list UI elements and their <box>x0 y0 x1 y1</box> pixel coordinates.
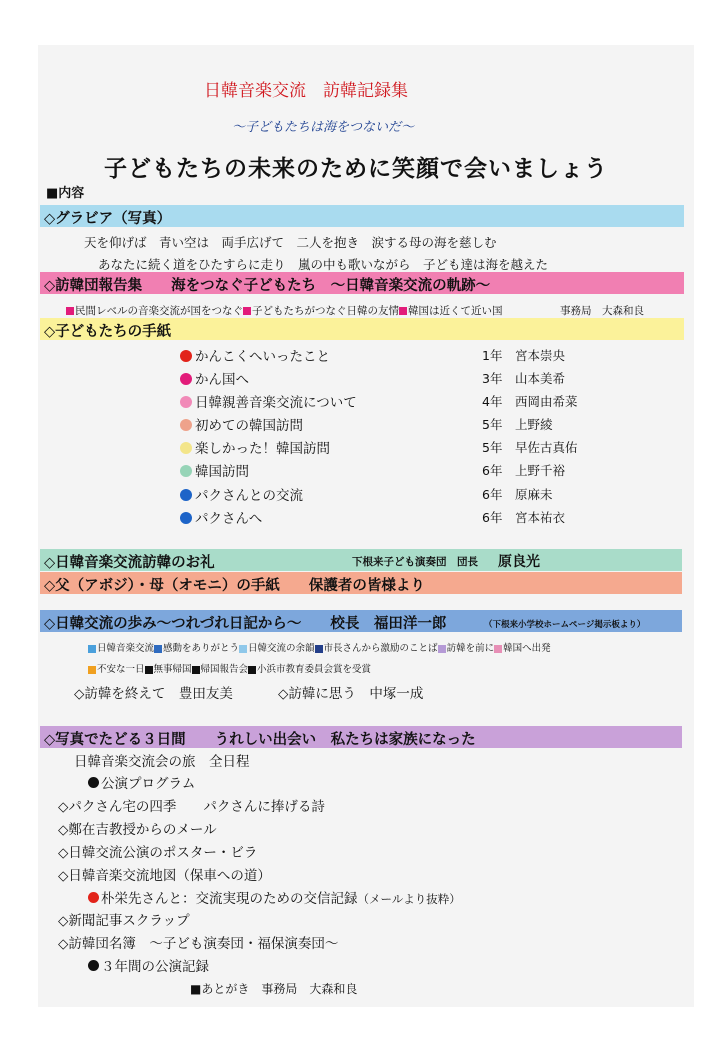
map-item: ◇日韓音楽交流地図（保車への道） <box>58 868 271 884</box>
schedule-item: 日韓音楽交流会の旅 全日程 <box>74 754 250 770</box>
letter-title: かんこくへいったこと <box>180 345 330 365</box>
bullet-dot-icon <box>180 465 192 477</box>
thanks-name: 原良光 <box>498 554 540 570</box>
bullet-square-icon <box>88 666 96 674</box>
diary-afterword-2: ◇訪韓に思う 中塚一成 <box>278 686 424 702</box>
bullet-dot-icon <box>180 442 192 454</box>
bullet-dot-icon <box>180 373 192 385</box>
report-item: 民間レベルの音楽交流が国をつなぐ <box>75 305 243 317</box>
gravure-poem-line-1: 天を仰げば 青い空は 両手広げて 二人を抱き 涙する母の海を慈しむ <box>84 235 497 250</box>
letter-title: パクさんへ <box>180 507 262 527</box>
contents-label: ■内容 <box>46 186 85 201</box>
document-subtitle: 〜子どもたちは海をつないだ〜 <box>232 120 415 135</box>
letter-author: 5年 上野綾 <box>482 417 553 432</box>
letter-title: 楽しかった！韓国訪問 <box>180 437 330 457</box>
bullet-dot-icon <box>180 350 192 362</box>
diary-row-2: 不安な一日 無事帰国 帰国報告会 小浜市教育委員会賞を受賞 <box>88 661 371 675</box>
letter-author: 6年 宮本祐衣 <box>482 510 565 525</box>
letter-title: 日韓親善音楽交流について <box>180 391 357 411</box>
section-heading-photo3: ◇写真でたどる３日間 うれしい出会い 私たちは家族になった <box>44 732 476 748</box>
bullet-dot-icon <box>180 396 192 408</box>
diary-row-1: 日韓音楽交流 感動をありがとう 日韓交流の余韻 市長さんから激励のことば 訪韓を前に 韓国へ出発 <box>88 640 551 654</box>
bullet-square-icon <box>248 666 256 674</box>
bullet-square-icon <box>88 645 96 653</box>
section-heading-thanks: ◇日韓音楽交流訪韓のお礼 <box>44 555 215 571</box>
section-heading-diary: ◇日韓交流の歩み〜つれづれ日記から〜 校長 福田洋一郎 <box>44 616 447 632</box>
letter-author: 6年 上野千裕 <box>482 463 565 478</box>
section-heading-report: ◇訪韓団報告集 海をつなぐ子どもたち 〜日韓音楽交流の軌跡〜 <box>44 278 491 294</box>
news-item: ◇新聞記事スクラップ <box>58 913 190 929</box>
bullet-square-icon <box>154 645 162 653</box>
afterword: ■あとがき 事務局 大森和良 <box>190 982 358 996</box>
headline: 子どもたちの未来のために笑顔で会いましょう <box>104 156 608 182</box>
letter-title: パクさんとの交流 <box>180 484 303 504</box>
letter-author: 3年 山本美希 <box>482 371 565 386</box>
bullet-dot-icon <box>88 960 99 971</box>
bullet-dot-icon <box>88 892 99 903</box>
document-title: 日韓音楽交流 訪韓記録集 <box>204 81 408 101</box>
section-heading-gravure: ◇グラビア（写真） <box>44 211 172 227</box>
bullet-square-icon <box>145 666 153 674</box>
thanks-org: 下根来子ども演奏団 団長 <box>352 556 478 568</box>
bullet-square-icon <box>399 307 407 315</box>
records-item: ３年間の公演記録 <box>88 955 209 975</box>
bullet-square-icon <box>192 666 200 674</box>
bullet-square-icon <box>315 645 323 653</box>
diary-source-note: （下根来小学校ホームページ掲示板より） <box>484 620 646 630</box>
report-item: 子どもたちがつなぐ日韓の友情 <box>252 305 399 317</box>
bullet-square-icon <box>494 645 502 653</box>
report-item: 韓国は近くて近い国 <box>408 305 503 317</box>
letter-title: かん国へ <box>180 368 249 388</box>
report-author: 事務局 大森和良 <box>560 305 644 317</box>
program-item: 公演プログラム <box>88 772 195 792</box>
bullet-square-icon <box>243 307 251 315</box>
report-items <box>66 303 503 318</box>
bullet-square-icon <box>239 645 247 653</box>
bullet-dot-icon <box>88 777 99 788</box>
poster-item: ◇日韓交流公演のポスター・ビラ <box>58 845 258 861</box>
gravure-poem-line-2: あなたに続く道をひたすらに走り 嵐の中も歌いながら 子ども達は海を越えた <box>98 257 549 272</box>
document-page <box>38 45 694 1007</box>
letter-author: 5年 早佐古真佑 <box>482 440 578 455</box>
bullet-dot-icon <box>180 419 192 431</box>
letter-author: 6年 原麻未 <box>482 487 553 502</box>
mail-item: ◇鄭在吉教授からのメール <box>58 822 217 838</box>
section-heading-letters: ◇子どもたちの手紙 <box>44 324 172 340</box>
letter-title: 韓国訪問 <box>180 460 249 480</box>
section-heading-parents: ◇父（アボジ）・母（オモニ）の手紙 保護者の皆様より <box>44 578 425 594</box>
bullet-square-icon <box>66 307 74 315</box>
roster-item: ◇訪韓団名簿 〜子ども演奏団・福保演奏団〜 <box>58 936 339 952</box>
letter-author: 1年 宮本崇央 <box>482 348 565 363</box>
letter-author: 4年 西岡由希菜 <box>482 394 578 409</box>
bullet-dot-icon <box>180 489 192 501</box>
correspondence-item: 朴栄先さんと：交流実現のための交信記録（メールより抜粋） <box>88 887 461 907</box>
diary-afterword-1: ◇訪韓を終えて 豊田友美 <box>74 686 233 702</box>
letter-title: 初めての韓国訪問 <box>180 414 303 434</box>
bullet-dot-icon <box>180 512 192 524</box>
bullet-square-icon <box>438 645 446 653</box>
park-item: ◇パクさん宅の四季 パクさんに捧げる詩 <box>58 799 325 815</box>
